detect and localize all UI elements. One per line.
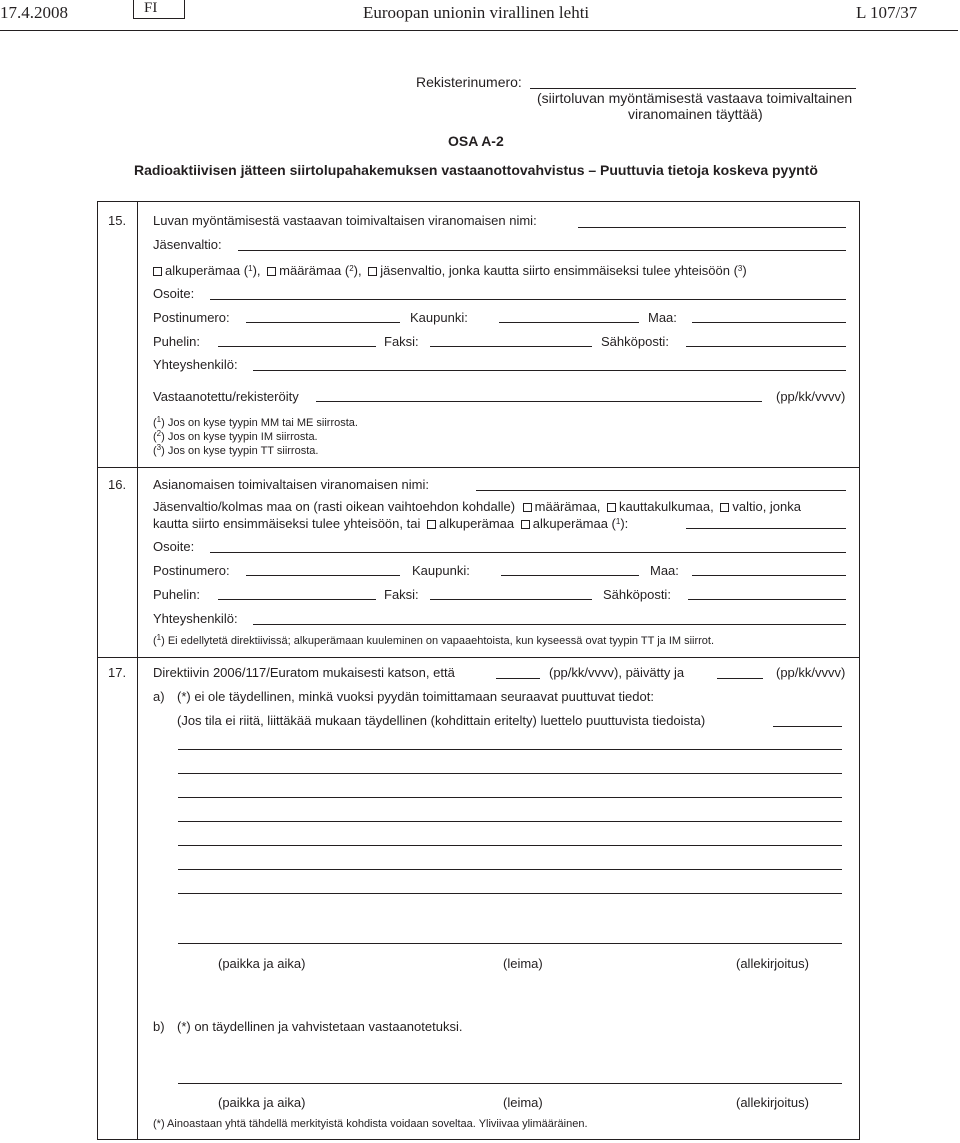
missing-info-line-7[interactable]: [178, 893, 842, 894]
footnote-1: ($^1$) Jos on kyse tyypin MM tai ME siirrosta.: [153, 415, 358, 429]
origin-state-field[interactable]: [686, 528, 846, 529]
date-format-dated: (pp/kk/vvvv), päivätty ja: [549, 665, 685, 680]
section-divider-15-16: [97, 467, 860, 468]
postcode-label: Postinumero:: [153, 310, 230, 325]
postcode-label: Postinumero:: [153, 563, 230, 578]
registration-note-1: (siirtoluvan myöntämisestä vastaava toimivaltainen: [537, 90, 853, 106]
option-a-label: a): [153, 689, 165, 704]
origin-optional-checkbox[interactable]: [521, 520, 530, 529]
section-divider-16-17: [97, 657, 860, 658]
authority-label: Asianomaisen toimivaltaisen viranomaisen nimi:: [153, 477, 430, 492]
address-label: Osoite:: [153, 539, 195, 554]
missing-info-line-2[interactable]: [178, 773, 842, 774]
place-time-label: (paikka ja aika): [218, 956, 306, 971]
missing-info-line-3[interactable]: [178, 797, 842, 798]
email-label: Sähköposti:: [603, 587, 671, 602]
country-label: Maa:: [650, 563, 679, 578]
directive-statement: Direktiivin 2006/117/Euratom mukaisesti katson, että: [153, 665, 455, 680]
origin-checkbox[interactable]: [427, 520, 436, 529]
option-b-text: (*) on täydellinen ja vahvistetaan vastaanotetuksi.: [177, 1019, 463, 1034]
option-a-note: (Jos tila ei riitä, liittäkää mukaan täydellinen (kohdittain eritelty) luettelo puuttuvista tiedoista): [177, 713, 706, 728]
phone-field[interactable]: [218, 346, 376, 347]
fax-label: Faksi:: [384, 334, 419, 349]
section-number: 16.: [108, 477, 127, 492]
language-code: FI: [144, 0, 158, 16]
document-title: Radioaktiivisen jätteen siirtolupahakemuksen vastaanottovahvistus – Puuttuvia tietoja koskeva pyyntö: [134, 162, 818, 178]
missing-info-line-5[interactable]: [178, 845, 842, 846]
origin-checkbox[interactable]: [153, 267, 162, 276]
entry-state-checkbox[interactable]: [368, 267, 377, 276]
authority-field[interactable]: [578, 227, 846, 228]
signature-line-a[interactable]: [178, 943, 842, 944]
city-label: Kaupunki:: [412, 563, 470, 578]
member-state-field[interactable]: [238, 250, 846, 251]
publication-date: 17.4.2008: [0, 3, 68, 22]
country-label: Maa:: [648, 310, 677, 325]
fax-field[interactable]: [430, 346, 592, 347]
language-box: [133, 0, 185, 19]
date-format-hint: (pp/kk/vvvv): [776, 389, 846, 404]
request-date-field[interactable]: [496, 678, 540, 679]
missing-info-line-1[interactable]: [178, 749, 842, 750]
section-number: 15.: [108, 213, 127, 228]
destination-checkbox[interactable]: [523, 503, 532, 512]
city-field[interactable]: [501, 575, 639, 576]
address-field[interactable]: [210, 552, 846, 553]
authority-label: Luvan myöntämisestä vastaavan toimivaltaisen viranomaisen nimi:: [153, 213, 537, 228]
contact-field[interactable]: [253, 624, 846, 625]
number-column-divider: [137, 201, 138, 1140]
contact-label: Yhteyshenkilö:: [153, 611, 238, 626]
footnote: ($^1$) Ei edellytetä direktiivissä; alkuperämaan kuuleminen on vapaaehtoista, kun kyseessä ovat tyypin TT ja IM siirrot.: [153, 633, 715, 647]
country-field[interactable]: [692, 575, 846, 576]
destination-checkbox[interactable]: [267, 267, 276, 276]
date-format-hint: (pp/kk/vvvv): [776, 665, 846, 680]
footnote-3: ($^3$) Jos on kyse tyypin TT siirrosta.: [153, 443, 319, 457]
address-label: Osoite:: [153, 286, 195, 301]
option-b-label: b): [153, 1019, 165, 1034]
signature-label: (allekirjoitus): [736, 956, 809, 971]
phone-field[interactable]: [218, 599, 376, 600]
missing-info-line-6[interactable]: [178, 869, 842, 870]
fax-label: Faksi:: [384, 587, 419, 602]
footnote: (*) Ainoastaan yhtä tähdellä merkityistä kohdista voidaan soveltaa. Yliviivaa ylimääräinen.: [153, 1118, 588, 1130]
page-reference: L 107/37: [856, 3, 918, 22]
place-time-label: (paikka ja aika): [218, 1095, 306, 1110]
missing-info-line-4[interactable]: [178, 821, 842, 822]
footnote-2: ($^2$) Jos on kyse tyypin IM siirrosta.: [153, 429, 318, 443]
received-date-field[interactable]: [316, 401, 762, 402]
entry-state-checkbox[interactable]: [720, 503, 729, 512]
email-label: Sähköposti:: [601, 334, 669, 349]
email-field[interactable]: [688, 599, 846, 600]
registration-note-2: viranomainen täyttää): [628, 106, 763, 122]
city-field[interactable]: [499, 322, 639, 323]
role-options: alkuperämaa ($^1$), määrämaa ($^2$), jäsenvaltio, jonka kautta siirto ensimmäiseksi tulee yhteisöön ($^3$): [153, 263, 747, 278]
page-header: [0, 0, 960, 30]
authority-field[interactable]: [476, 490, 846, 491]
postcode-field[interactable]: [246, 322, 400, 323]
stamp-label: (leima): [503, 956, 543, 971]
signature-label: (allekirjoitus): [736, 1095, 809, 1110]
stamp-label: (leima): [503, 1095, 543, 1110]
phone-label: Puhelin:: [153, 587, 200, 602]
member-state-label: Jäsenvaltio:: [153, 237, 222, 252]
state-role-line-2: kautta siirto ensimmäiseksi tulee yhteisöön, tai alkuperämaa alkuperämaa ($^1$):: [153, 516, 629, 531]
signature-line-b[interactable]: [178, 1083, 842, 1084]
phone-label: Puhelin:: [153, 334, 200, 349]
city-label: Kaupunki:: [410, 310, 468, 325]
postcode-field[interactable]: [246, 575, 400, 576]
country-field[interactable]: [692, 322, 846, 323]
section-number: 17.: [108, 665, 127, 680]
header-rule: [0, 30, 958, 31]
contact-field[interactable]: [253, 370, 846, 371]
dated-date-field[interactable]: [717, 678, 763, 679]
email-field[interactable]: [686, 346, 846, 347]
contact-label: Yhteyshenkilö:: [153, 357, 238, 372]
registration-label: Rekisterinumero:: [416, 74, 522, 90]
received-label: Vastaanotettu/rekisteröity: [153, 389, 299, 404]
option-a-text: (*) ei ole täydellinen, minkä vuoksi pyydän toimittamaan seuraavat puuttuvat tiedot:: [177, 689, 654, 704]
address-field[interactable]: [210, 299, 846, 300]
part-label: OSA A-2: [448, 133, 504, 149]
transit-checkbox[interactable]: [607, 503, 616, 512]
journal-title: Euroopan unionin virallinen lehti: [363, 3, 590, 22]
registration-number-field[interactable]: [530, 88, 856, 89]
state-role-line-1: Jäsenvaltio/kolmas maa on (rasti oikean vaihtoehdon kohdalle) määrämaa, kauttakulkumaa, valtio, jonka: [153, 499, 801, 514]
missing-info-line-0[interactable]: [773, 726, 842, 727]
fax-field[interactable]: [430, 599, 592, 600]
